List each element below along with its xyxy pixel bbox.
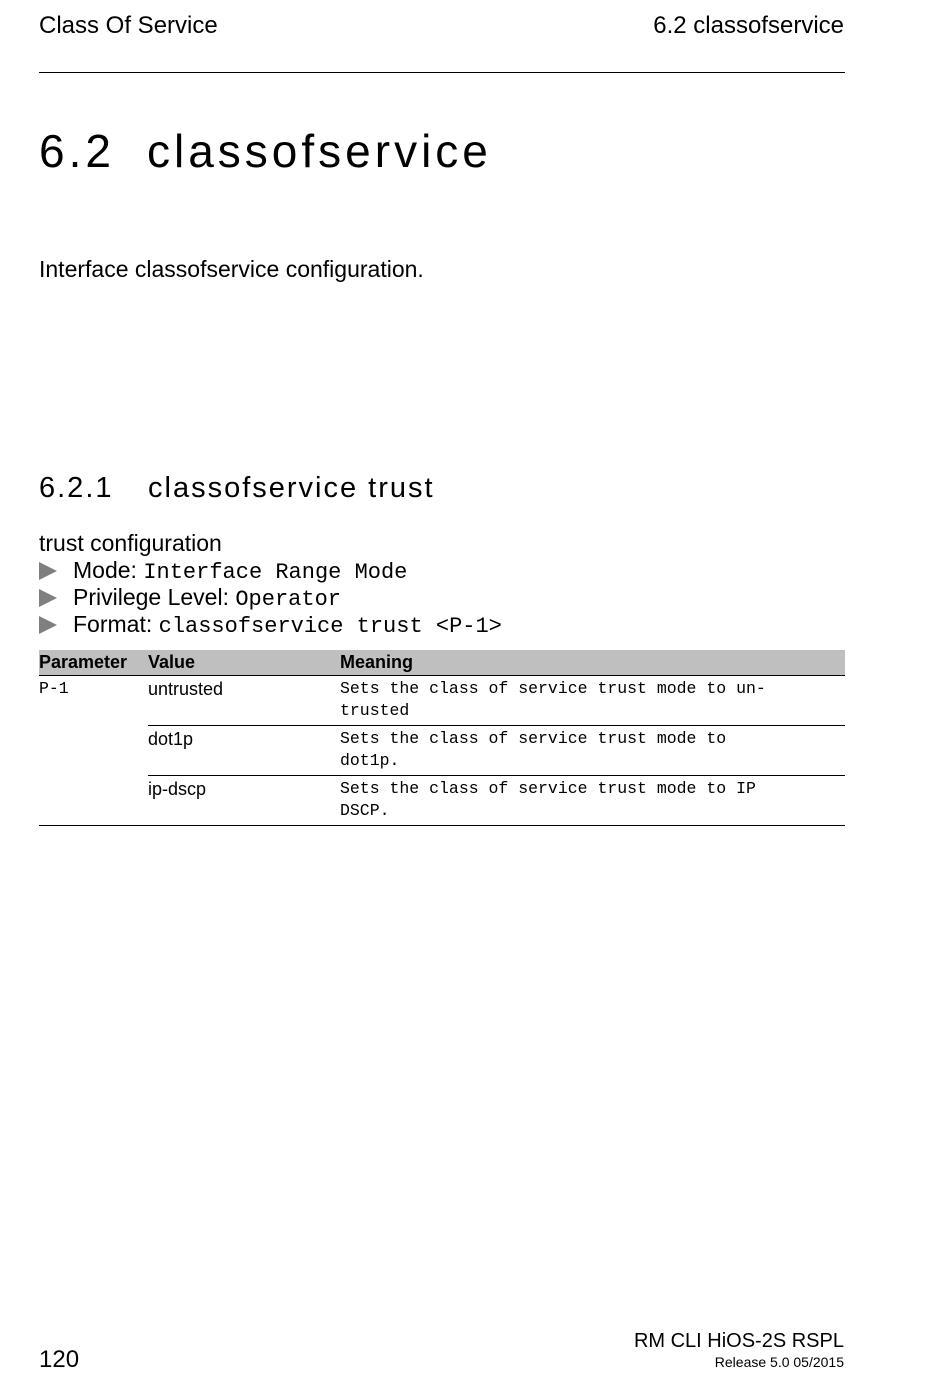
bullet-value: classofservice trust <P-1> — [158, 614, 502, 639]
format-item — [39, 611, 502, 638]
meaning-cell — [340, 726, 845, 776]
meaning-line: Sets the class of service trust mode to un- — [340, 679, 766, 698]
page-number: 120 — [39, 1346, 80, 1373]
meaning-line: dot1p. — [340, 751, 400, 770]
meaning-cell — [340, 676, 845, 726]
table-header-row — [39, 650, 845, 676]
value-cell: dot1p — [148, 726, 340, 776]
triangle-bullet-icon — [39, 616, 57, 634]
subsection-description: trust configuration — [39, 530, 222, 556]
mode-item — [39, 557, 502, 584]
value-cell: untrusted — [148, 679, 224, 699]
parameter-table — [39, 650, 845, 826]
bullet-label: Privilege Level: — [73, 584, 229, 610]
table-row — [39, 776, 845, 826]
subsection-title: classofservice trust — [148, 472, 435, 504]
meaning-line: Sets the class of service trust mode to — [340, 729, 727, 748]
running-header-section: 6.2 classofservice — [653, 12, 844, 39]
table-row — [39, 676, 845, 726]
section-number: 6.2 — [39, 125, 115, 177]
meaning-line: DSCP. — [340, 801, 390, 820]
subsection-heading — [39, 472, 435, 505]
section-heading — [39, 124, 492, 178]
footer-product: RM CLI HiOS-2S RSPL — [633, 1330, 844, 1352]
section-intro: Interface classofservice configuration. — [39, 256, 424, 282]
section-title: classofservice — [147, 125, 492, 177]
parameter-cell: P-1 — [39, 676, 148, 826]
header-parameter: Parameter — [39, 650, 148, 676]
table-row — [39, 726, 845, 776]
triangle-bullet-icon — [39, 589, 57, 607]
value-cell: ip-dscp — [148, 776, 340, 826]
bullet-label: Format: — [73, 611, 153, 637]
bullet-value: Operator — [235, 587, 341, 612]
header-value: Value — [148, 650, 340, 676]
header-meaning: Meaning — [340, 650, 845, 676]
meaning-cell — [340, 776, 845, 826]
footer-release: Release 5.0 05/2015 — [714, 1354, 844, 1370]
header-rule — [39, 72, 845, 73]
privilege-item — [39, 584, 502, 611]
command-properties — [39, 557, 502, 638]
bullet-label: Mode: — [73, 557, 137, 583]
triangle-bullet-icon — [39, 562, 57, 580]
running-header-chapter: Class Of Service — [39, 12, 218, 39]
meaning-line: Sets the class of service trust mode to IP — [340, 779, 756, 798]
meaning-line: trusted — [340, 701, 410, 720]
bullet-value: Interface Range Mode — [143, 560, 408, 585]
subsection-number: 6.2.1 — [39, 472, 114, 504]
